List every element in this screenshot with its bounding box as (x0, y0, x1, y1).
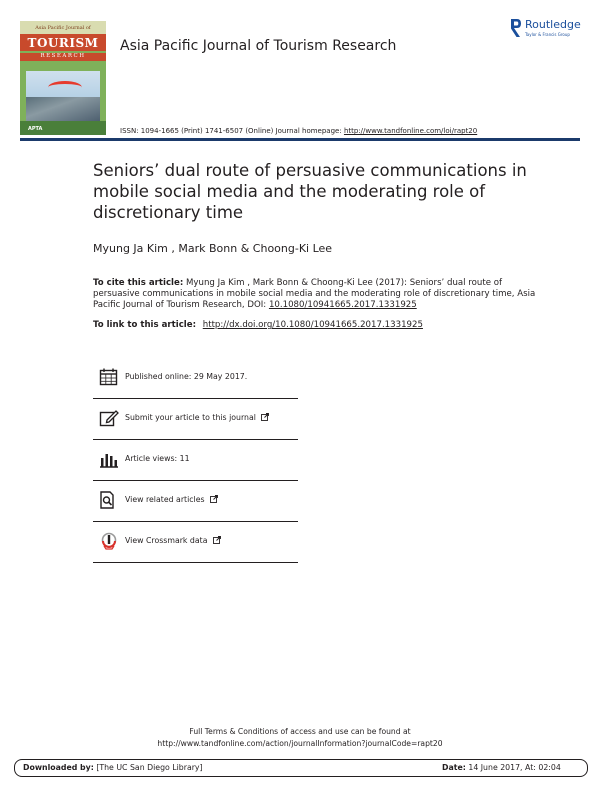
cover-photo-mountains (26, 97, 100, 121)
edit-icon (99, 409, 119, 427)
date-value: 14 June 2017, At: 02:04 (468, 763, 561, 772)
citation-block (93, 278, 543, 311)
publisher-subtitle: Taylor & Francis Group (525, 32, 570, 37)
crossmark-label-wrap (125, 536, 221, 545)
routledge-logo-icon (509, 18, 522, 38)
related-articles-row[interactable] (93, 480, 298, 522)
submit-article-label: Submit your article to this journal (125, 413, 256, 422)
external-link-icon (213, 536, 221, 544)
published-date: Published online: 29 May 2017. (125, 372, 248, 381)
download-info-bar (14, 759, 588, 777)
citation-label: To cite this article: (93, 278, 184, 288)
article-authors: Myung Ja Kim , Mark Bonn & Choong-Ki Lee (93, 242, 333, 255)
terms-url[interactable]: http://www.tandfonline.com/action/journalInformation?journalCode=rapt20 (157, 739, 443, 748)
article-views-row (93, 439, 298, 481)
publisher-logo[interactable] (509, 18, 589, 42)
submit-article-row[interactable] (93, 398, 298, 440)
article-link-label: To link to this article: (93, 320, 197, 330)
cover-journal-sub: RESEARCH (20, 53, 106, 61)
downloaded-label: Downloaded by: (23, 763, 94, 772)
citation-text: Myung Ja Kim , Mark Bonn & Choong-Ki Lee (2017): Seniors’ dual route of persuasive communications in mobile social media and the moderating role of discretionary time, Asia Pacific Journal of Tourism Research, DOI: (93, 278, 536, 310)
related-articles-search-icon (99, 491, 119, 509)
citation-doi-link[interactable]: 10.1080/10941665.2017.1331925 (268, 300, 417, 310)
issn-line (120, 127, 477, 135)
external-link-icon (210, 495, 218, 503)
external-link-icon (261, 413, 269, 421)
downloaded-by (23, 763, 203, 772)
header-rule (20, 138, 580, 141)
published-row (93, 357, 298, 399)
journal-title: Asia Pacific Journal of Tourism Research (120, 38, 397, 54)
article-views-count: Article views: 11 (125, 454, 190, 463)
cover-badge: APTA (28, 126, 43, 132)
crossmark-row[interactable] (93, 521, 298, 563)
article-title: Seniors’ dual route of persuasive communications in mobile social media and the moderating role of discretionary time (93, 161, 527, 222)
date-label: Date: (442, 763, 466, 772)
bar-chart-icon (99, 450, 119, 468)
article-doi-url[interactable]: http://dx.doi.org/10.1080/10941665.2017.1331925 (202, 320, 423, 330)
calendar-icon (99, 368, 119, 386)
related-articles-label-wrap (125, 495, 218, 504)
issn-text: ISSN: 1094-1665 (Print) 1741-6507 (Online) Journal homepage: (120, 127, 342, 135)
journal-homepage-link[interactable]: http://www.tandfonline.com/loi/rapt20 (343, 127, 478, 135)
crossmark-label: View Crossmark data (125, 536, 208, 545)
terms-text: Full Terms & Conditions of access and use can be found at (189, 727, 411, 736)
article-link-line (93, 320, 423, 330)
related-articles-label: View related articles (125, 495, 205, 504)
crossmark-icon (99, 532, 119, 550)
download-date (442, 763, 561, 772)
cover-photo-glider (48, 81, 82, 94)
cover-journal-big: TOURISM (20, 34, 106, 51)
downloaded-value: [The UC San Diego Library] (96, 763, 203, 772)
journal-cover-image (20, 21, 106, 135)
publisher-name: Routledge (525, 18, 581, 31)
cover-journal-small: Asia Pacific Journal of (35, 25, 91, 31)
submit-article-label-wrap (125, 413, 269, 422)
